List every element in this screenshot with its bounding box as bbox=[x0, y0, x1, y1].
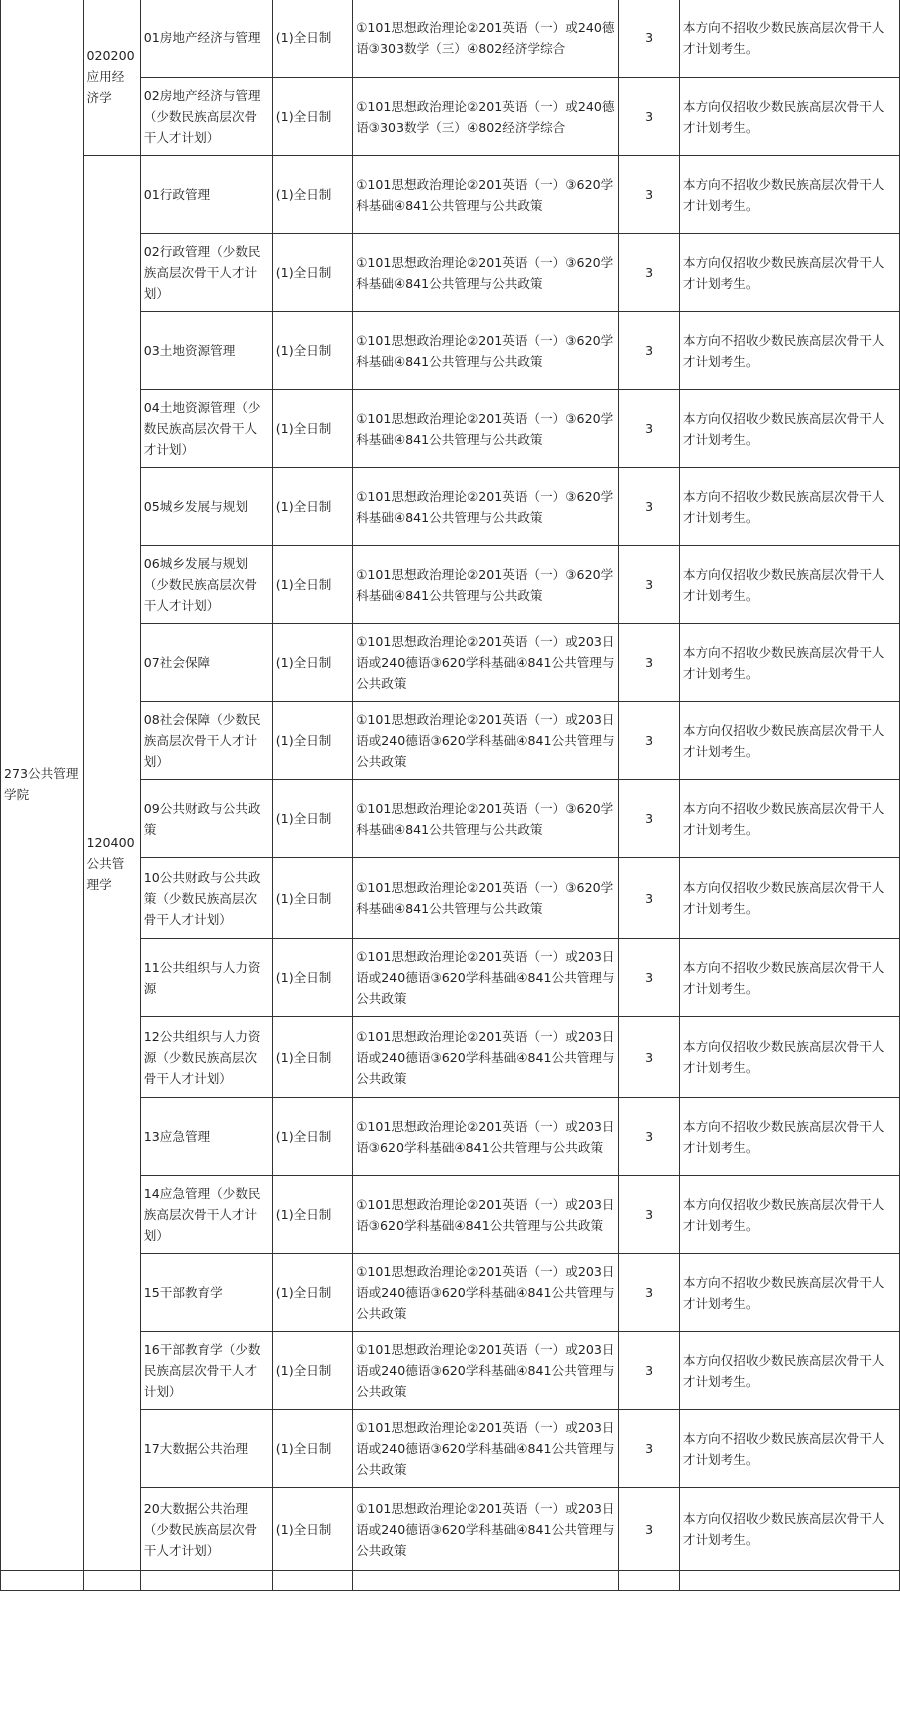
duration-cell: 3 bbox=[619, 1254, 680, 1332]
study-mode-cell: (1)全日制 bbox=[272, 624, 352, 702]
note-cell: 本方向不招收少数民族高层次骨干人才计划考生。 bbox=[679, 1254, 899, 1332]
exam-subjects-cell: ①101思想政治理论②201英语（一）或203日语或240德语③620学科基础④841公共管理与公共政策 bbox=[353, 1410, 619, 1488]
study-mode-cell: (1)全日制 bbox=[272, 156, 352, 234]
table-row-partial bbox=[1, 1571, 900, 1591]
exam-subjects-cell: ①101思想政治理论②201英语（一）或203日语③620学科基础④841公共管理与公共政策 bbox=[353, 1098, 619, 1176]
study-mode-cell: (1)全日制 bbox=[272, 390, 352, 468]
note-cell: 本方向仅招收少数民族高层次骨干人才计划考生。 bbox=[679, 1176, 899, 1254]
duration-cell: 3 bbox=[619, 624, 680, 702]
note-cell: 本方向仅招收少数民族高层次骨干人才计划考生。 bbox=[679, 78, 899, 156]
direction-cell: 06城乡发展与规划（少数民族高层次骨干人才计划） bbox=[140, 546, 272, 624]
direction-cell: 05城乡发展与规划 bbox=[140, 468, 272, 546]
direction-cell: 01行政管理 bbox=[140, 156, 272, 234]
duration-cell: 3 bbox=[619, 468, 680, 546]
note-cell: 本方向不招收少数民族高层次骨干人才计划考生。 bbox=[679, 1410, 899, 1488]
study-mode-cell: (1)全日制 bbox=[272, 1410, 352, 1488]
study-mode-cell: (1)全日制 bbox=[272, 234, 352, 312]
note-cell: 本方向仅招收少数民族高层次骨干人才计划考生。 bbox=[679, 1332, 899, 1410]
note-cell: 本方向仅招收少数民族高层次骨干人才计划考生。 bbox=[679, 702, 899, 780]
study-mode-cell: (1)全日制 bbox=[272, 546, 352, 624]
empty-cell bbox=[83, 1571, 140, 1591]
direction-cell: 14应急管理（少数民族高层次骨干人才计划） bbox=[140, 1176, 272, 1254]
exam-subjects-cell: ①101思想政治理论②201英语（一）或240德语③303数学（三）④802经济学综合 bbox=[353, 0, 619, 78]
duration-cell: 3 bbox=[619, 780, 680, 858]
direction-cell: 07社会保障 bbox=[140, 624, 272, 702]
empty-cell bbox=[1, 1571, 84, 1591]
exam-subjects-cell: ①101思想政治理论②201英语（一）③620学科基础④841公共管理与公共政策 bbox=[353, 546, 619, 624]
exam-subjects-cell: ①101思想政治理论②201英语（一）或203日语或240德语③620学科基础④841公共管理与公共政策 bbox=[353, 1488, 619, 1571]
duration-cell: 3 bbox=[619, 1098, 680, 1176]
empty-cell bbox=[272, 1571, 352, 1591]
empty-cell bbox=[619, 1571, 680, 1591]
direction-cell: 17大数据公共治理 bbox=[140, 1410, 272, 1488]
exam-subjects-cell: ①101思想政治理论②201英语（一）或203日语或240德语③620学科基础④841公共管理与公共政策 bbox=[353, 1332, 619, 1410]
exam-subjects-cell: ①101思想政治理论②201英语（一）③620学科基础④841公共管理与公共政策 bbox=[353, 390, 619, 468]
note-cell: 本方向不招收少数民族高层次骨干人才计划考生。 bbox=[679, 939, 899, 1017]
note-cell: 本方向仅招收少数民族高层次骨干人才计划考生。 bbox=[679, 1488, 899, 1571]
study-mode-cell: (1)全日制 bbox=[272, 1332, 352, 1410]
exam-subjects-cell: ①101思想政治理论②201英语（一）或203日语或240德语③620学科基础④841公共管理与公共政策 bbox=[353, 624, 619, 702]
exam-subjects-cell: ①101思想政治理论②201英语（一）③620学科基础④841公共管理与公共政策 bbox=[353, 156, 619, 234]
note-cell: 本方向不招收少数民族高层次骨干人才计划考生。 bbox=[679, 468, 899, 546]
note-cell: 本方向仅招收少数民族高层次骨干人才计划考生。 bbox=[679, 546, 899, 624]
note-cell: 本方向不招收少数民族高层次骨干人才计划考生。 bbox=[679, 780, 899, 858]
direction-cell: 02行政管理（少数民族高层次骨干人才计划） bbox=[140, 234, 272, 312]
major-cell: 020200应用经济学 bbox=[83, 0, 140, 156]
duration-cell: 3 bbox=[619, 312, 680, 390]
study-mode-cell: (1)全日制 bbox=[272, 702, 352, 780]
direction-cell: 15干部教育学 bbox=[140, 1254, 272, 1332]
duration-cell: 3 bbox=[619, 858, 680, 939]
duration-cell: 3 bbox=[619, 939, 680, 1017]
duration-cell: 3 bbox=[619, 546, 680, 624]
note-cell: 本方向不招收少数民族高层次骨干人才计划考生。 bbox=[679, 156, 899, 234]
note-cell: 本方向不招收少数民族高层次骨干人才计划考生。 bbox=[679, 312, 899, 390]
note-cell: 本方向仅招收少数民族高层次骨干人才计划考生。 bbox=[679, 390, 899, 468]
note-cell: 本方向仅招收少数民族高层次骨干人才计划考生。 bbox=[679, 1017, 899, 1098]
study-mode-cell: (1)全日制 bbox=[272, 78, 352, 156]
empty-cell bbox=[353, 1571, 619, 1591]
duration-cell: 3 bbox=[619, 1410, 680, 1488]
duration-cell: 3 bbox=[619, 390, 680, 468]
school-cell: 273公共管理学院 bbox=[1, 0, 84, 1571]
study-mode-cell: (1)全日制 bbox=[272, 1098, 352, 1176]
duration-cell: 3 bbox=[619, 1176, 680, 1254]
duration-cell: 3 bbox=[619, 0, 680, 78]
exam-subjects-cell: ①101思想政治理论②201英语（一）③620学科基础④841公共管理与公共政策 bbox=[353, 780, 619, 858]
direction-cell: 20大数据公共治理（少数民族高层次骨干人才计划） bbox=[140, 1488, 272, 1571]
duration-cell: 3 bbox=[619, 78, 680, 156]
direction-cell: 03土地资源管理 bbox=[140, 312, 272, 390]
study-mode-cell: (1)全日制 bbox=[272, 780, 352, 858]
duration-cell: 3 bbox=[619, 1488, 680, 1571]
direction-cell: 08社会保障（少数民族高层次骨干人才计划） bbox=[140, 702, 272, 780]
table-row bbox=[1, 0, 900, 78]
note-cell: 本方向仅招收少数民族高层次骨干人才计划考生。 bbox=[679, 234, 899, 312]
study-mode-cell: (1)全日制 bbox=[272, 1488, 352, 1571]
direction-cell: 02房地产经济与管理（少数民族高层次骨干人才计划） bbox=[140, 78, 272, 156]
duration-cell: 3 bbox=[619, 1017, 680, 1098]
table-row bbox=[1, 156, 900, 234]
study-mode-cell: (1)全日制 bbox=[272, 858, 352, 939]
direction-cell: 01房地产经济与管理 bbox=[140, 0, 272, 78]
exam-subjects-cell: ①101思想政治理论②201英语（一）或203日语③620学科基础④841公共管理与公共政策 bbox=[353, 1176, 619, 1254]
duration-cell: 3 bbox=[619, 156, 680, 234]
direction-cell: 13应急管理 bbox=[140, 1098, 272, 1176]
note-cell: 本方向仅招收少数民族高层次骨干人才计划考生。 bbox=[679, 858, 899, 939]
study-mode-cell: (1)全日制 bbox=[272, 312, 352, 390]
direction-cell: 16干部教育学（少数民族高层次骨干人才计划） bbox=[140, 1332, 272, 1410]
study-mode-cell: (1)全日制 bbox=[272, 1254, 352, 1332]
exam-subjects-cell: ①101思想政治理论②201英语（一）或203日语或240德语③620学科基础④841公共管理与公共政策 bbox=[353, 939, 619, 1017]
direction-cell: 12公共组织与人力资源（少数民族高层次骨干人才计划） bbox=[140, 1017, 272, 1098]
study-mode-cell: (1)全日制 bbox=[272, 0, 352, 78]
direction-cell: 10公共财政与公共政策（少数民族高层次骨干人才计划） bbox=[140, 858, 272, 939]
note-cell: 本方向不招收少数民族高层次骨干人才计划考生。 bbox=[679, 0, 899, 78]
direction-cell: 11公共组织与人力资源 bbox=[140, 939, 272, 1017]
direction-cell: 09公共财政与公共政策 bbox=[140, 780, 272, 858]
study-mode-cell: (1)全日制 bbox=[272, 939, 352, 1017]
empty-cell bbox=[140, 1571, 272, 1591]
empty-cell bbox=[679, 1571, 899, 1591]
note-cell: 本方向不招收少数民族高层次骨干人才计划考生。 bbox=[679, 1098, 899, 1176]
study-mode-cell: (1)全日制 bbox=[272, 1017, 352, 1098]
exam-subjects-cell: ①101思想政治理论②201英语（一）③620学科基础④841公共管理与公共政策 bbox=[353, 312, 619, 390]
exam-subjects-cell: ①101思想政治理论②201英语（一）③620学科基础④841公共管理与公共政策 bbox=[353, 858, 619, 939]
exam-subjects-cell: ①101思想政治理论②201英语（一）或203日语或240德语③620学科基础④841公共管理与公共政策 bbox=[353, 1017, 619, 1098]
exam-subjects-cell: ①101思想政治理论②201英语（一）或240德语③303数学（三）④802经济学综合 bbox=[353, 78, 619, 156]
major-cell: 120400公共管理学 bbox=[83, 156, 140, 1571]
study-mode-cell: (1)全日制 bbox=[272, 468, 352, 546]
exam-subjects-cell: ①101思想政治理论②201英语（一）或203日语或240德语③620学科基础④841公共管理与公共政策 bbox=[353, 702, 619, 780]
note-cell: 本方向不招收少数民族高层次骨干人才计划考生。 bbox=[679, 624, 899, 702]
exam-subjects-cell: ①101思想政治理论②201英语（一）或203日语或240德语③620学科基础④841公共管理与公共政策 bbox=[353, 1254, 619, 1332]
duration-cell: 3 bbox=[619, 1332, 680, 1410]
duration-cell: 3 bbox=[619, 702, 680, 780]
study-mode-cell: (1)全日制 bbox=[272, 1176, 352, 1254]
exam-subjects-cell: ①101思想政治理论②201英语（一）③620学科基础④841公共管理与公共政策 bbox=[353, 468, 619, 546]
direction-cell: 04土地资源管理（少数民族高层次骨干人才计划） bbox=[140, 390, 272, 468]
duration-cell: 3 bbox=[619, 234, 680, 312]
exam-subjects-cell: ①101思想政治理论②201英语（一）③620学科基础④841公共管理与公共政策 bbox=[353, 234, 619, 312]
table-body bbox=[1, 0, 900, 1591]
